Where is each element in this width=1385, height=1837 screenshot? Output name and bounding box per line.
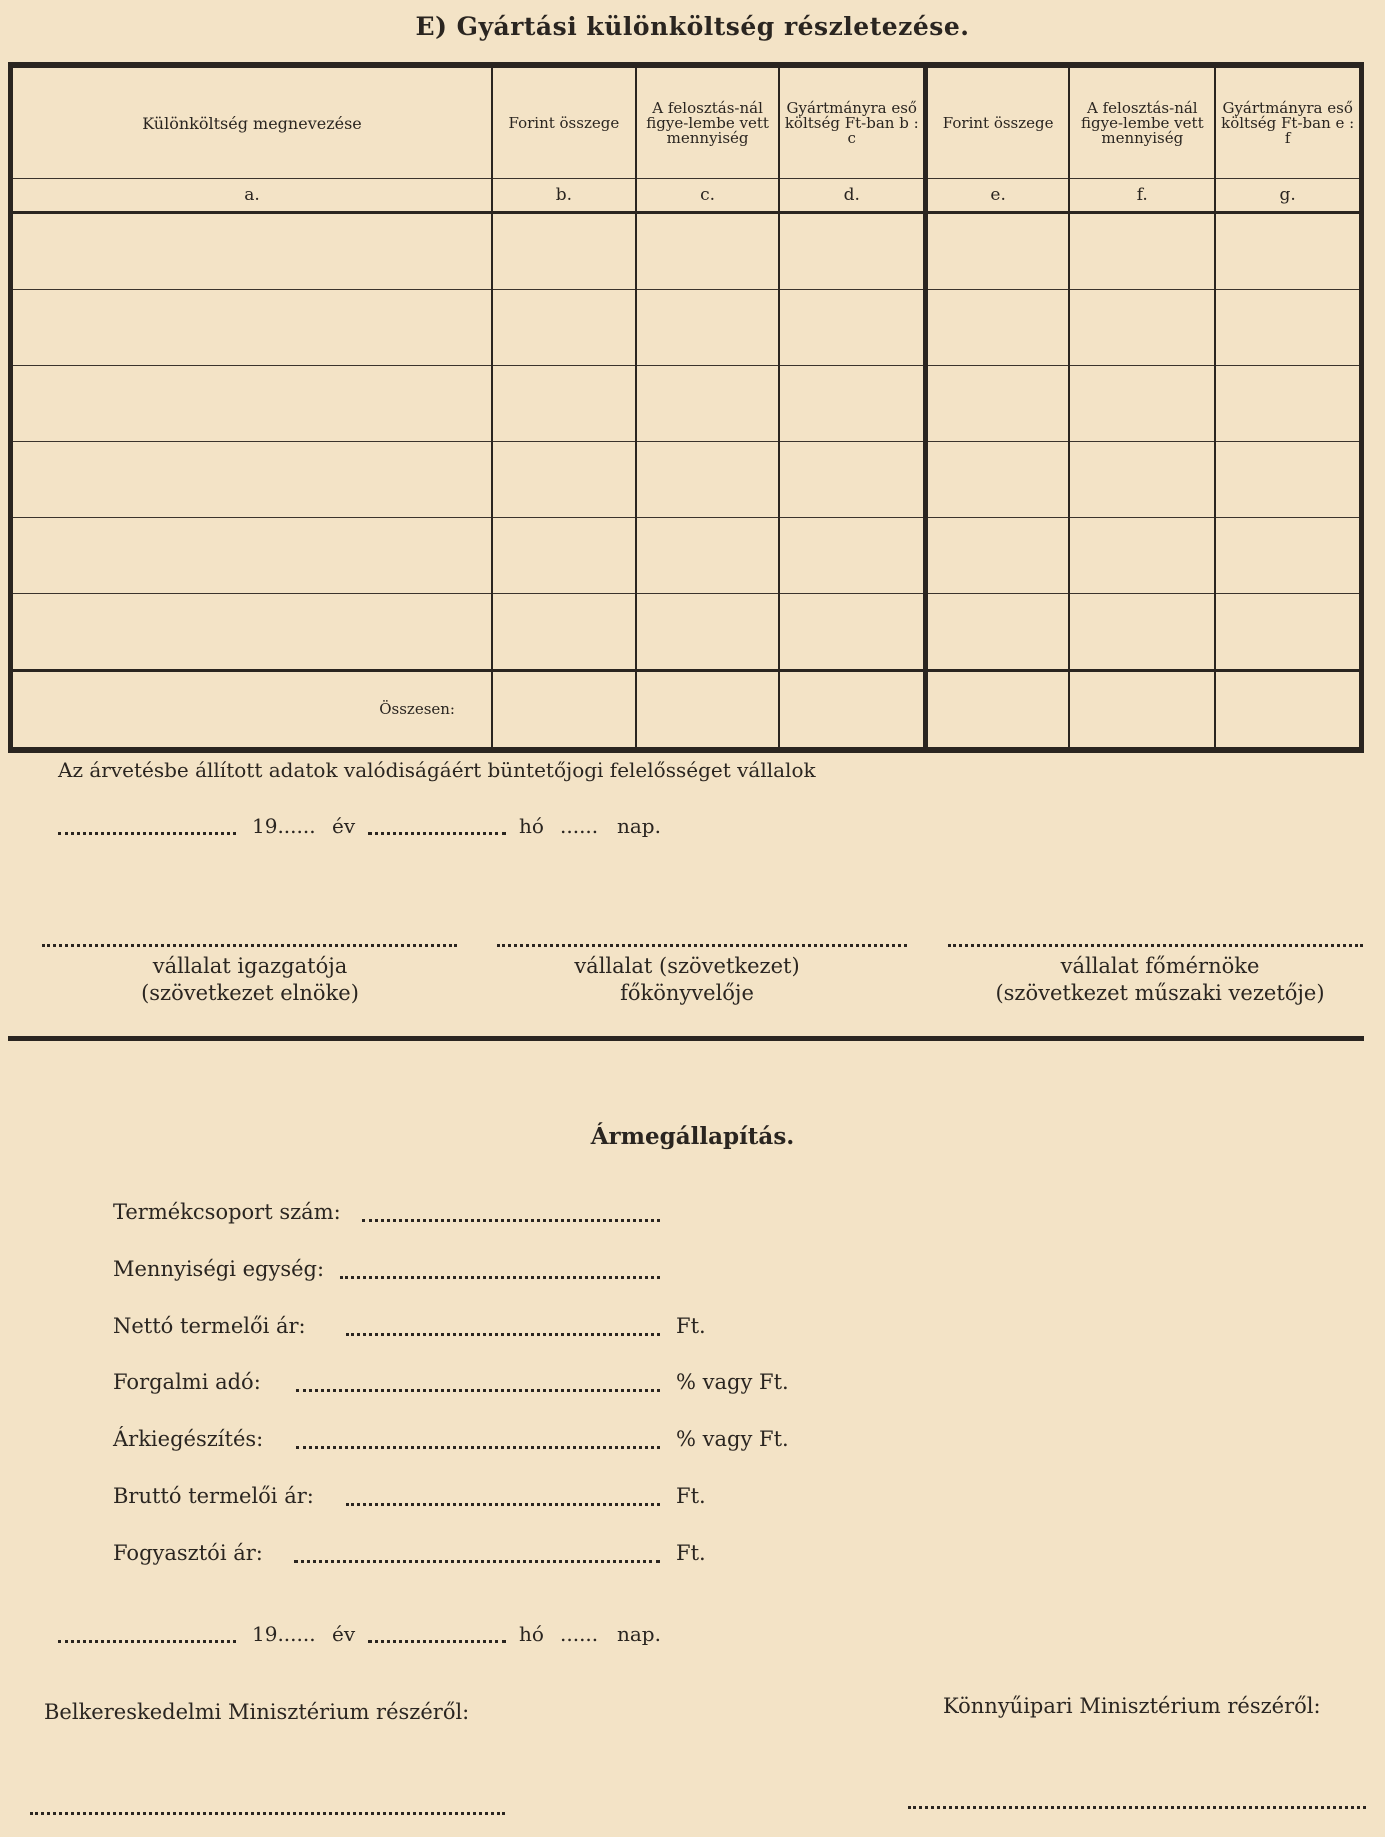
table-cell[interactable] [926,213,1070,290]
table-cell[interactable] [1069,290,1215,366]
table-cell[interactable] [779,442,925,518]
date-day-blank[interactable] [58,832,236,835]
table-cell[interactable] [779,213,925,290]
signature-caption-director [60,953,440,1007]
column-letter: e. [926,179,1070,213]
date-year-label: év [332,814,356,838]
header-quantity-c: A felosztás-nál figye-lembe vett mennyiség [636,65,780,179]
total-cell[interactable] [1215,671,1361,751]
table-cell[interactable] [492,442,636,518]
table-cell[interactable] [926,366,1070,442]
table-cell[interactable] [1069,442,1215,518]
table-cell[interactable] [636,366,780,442]
field-blank-sales-tax[interactable] [296,1389,660,1392]
date-month-blank[interactable] [368,832,506,835]
table-cell[interactable] [636,594,780,671]
date-year-prefix: 19...... [252,814,316,838]
declaration-text: Az árvetésbe állított adatok valódiságáért büntetőjogi felelősséget vállalok [58,758,816,782]
table-cell[interactable] [1215,290,1361,366]
table-cell[interactable] [1215,213,1361,290]
date-day-dots: ...... [560,1622,599,1646]
table-cell[interactable] [779,366,925,442]
table-row [11,442,1362,518]
table-cell[interactable] [636,442,780,518]
header-forint-b: Forint összege [492,65,636,179]
table-cell[interactable] [779,518,925,594]
section-title-cost: E) Gyártási különköltség részletezése. [415,12,970,41]
table-cell[interactable] [11,366,492,442]
table-cell[interactable] [492,518,636,594]
table-cell[interactable] [11,594,492,671]
table-cell[interactable] [926,518,1070,594]
table-row [11,366,1362,442]
signature-caption-line1: vállalat (szövetkezet) [574,954,800,978]
ministry-right-label: Könnyűipari Minisztérium részéről: [943,1694,1321,1718]
table-cell[interactable] [926,442,1070,518]
header-cost-name: Különköltség megnevezése [11,65,492,179]
total-label: Összesen: [11,671,492,751]
table-cell[interactable] [636,213,780,290]
table-row [11,290,1362,366]
table-cell[interactable] [779,594,925,671]
signature-line-light-industry-ministry[interactable] [908,1806,1366,1809]
field-blank-consumer-price[interactable] [294,1560,660,1563]
field-label-unit: Mennyiségi egység: [113,1257,325,1281]
header-cost-d: Gyártmányra eső költség Ft-ban b : c [779,65,925,179]
field-unit-consumer-price: Ft. [676,1541,706,1565]
field-blank-gross-price[interactable] [346,1503,660,1506]
table-cell[interactable] [11,442,492,518]
table-cell[interactable] [11,290,492,366]
column-letter: f. [1069,179,1215,213]
field-label-price-supplement: Árkiegészítés: [113,1427,264,1451]
field-blank-product-group[interactable] [362,1219,660,1222]
signature-caption-line2: főkönyvelője [620,981,754,1005]
section-title-price: Ármegállapítás. [590,1123,795,1150]
table-cell[interactable] [1215,518,1361,594]
column-letter: d. [779,179,925,213]
table-cell[interactable] [636,290,780,366]
table-cell[interactable] [11,213,492,290]
total-row [11,671,1362,751]
field-label-product-group: Termékcsoport szám: [113,1200,341,1224]
date-month-label: hó [519,814,544,838]
field-blank-unit[interactable] [340,1276,660,1279]
table-cell[interactable] [492,366,636,442]
table-row [11,213,1362,290]
field-unit-sales-tax: % vagy Ft. [676,1370,789,1394]
table-cell[interactable] [11,518,492,594]
column-letter: a. [11,179,492,213]
signature-caption-engineer [960,953,1360,1007]
signature-line-engineer[interactable] [948,944,1363,947]
table-cell[interactable] [779,290,925,366]
date-year-label: év [332,1622,356,1646]
signature-line-director[interactable] [42,944,457,947]
signature-caption-line2: (szövetkezet elnöke) [141,981,359,1005]
total-cell[interactable] [492,671,636,751]
date-day-label: nap. [617,814,661,838]
total-cell[interactable] [636,671,780,751]
header-forint-e: Forint összege [926,65,1070,179]
field-unit-gross-price: Ft. [676,1484,706,1508]
section-divider [8,1036,1364,1041]
header-quantity-f: A felosztás-nál figye-lembe vett mennyiség [1069,65,1215,179]
total-cell[interactable] [1069,671,1215,751]
table-cell[interactable] [1069,594,1215,671]
signature-caption-line1: vállalat igazgatója [152,954,348,978]
column-letter: g. [1215,179,1361,213]
table-cell[interactable] [492,213,636,290]
table-cell[interactable] [926,594,1070,671]
table-row [11,518,1362,594]
table-cell[interactable] [1069,366,1215,442]
field-blank-price-supplement[interactable] [296,1446,660,1449]
cost-table [8,62,1364,753]
table-cell[interactable] [926,290,1070,366]
column-letter: b. [492,179,636,213]
total-cell[interactable] [779,671,925,751]
table-cell[interactable] [1215,594,1361,671]
table-cell[interactable] [492,594,636,671]
field-label-net-price: Nettó termelői ár: [113,1314,306,1338]
signature-caption-line1: vállalat főmérnöke [1060,954,1260,978]
header-cost-g: Gyártmányra eső költség Ft-ban e : f [1215,65,1361,179]
table-row [11,594,1362,671]
field-label-gross-price: Bruttó termelői ár: [113,1484,314,1508]
signature-caption-line2: (szövetkezet műszaki vezetője) [995,981,1325,1005]
date-day-label: nap. [617,1622,661,1646]
date-month-label: hó [519,1622,544,1646]
date-day-blank[interactable] [58,1640,236,1643]
field-label-sales-tax: Forgalmi adó: [113,1370,261,1394]
date-month-blank[interactable] [368,1640,506,1643]
table-cell[interactable] [1069,213,1215,290]
signature-line-accountant[interactable] [497,944,907,947]
field-label-consumer-price: Fogyasztói ár: [113,1541,263,1565]
field-blank-net-price[interactable] [346,1333,660,1336]
total-cell[interactable] [926,671,1070,751]
column-letter: c. [636,179,780,213]
signature-caption-accountant [497,953,877,1007]
date-year-prefix: 19...... [252,1622,316,1646]
date-day-dots: ...... [560,814,599,838]
table-cell[interactable] [1215,366,1361,442]
table-cell[interactable] [1069,518,1215,594]
table-cell[interactable] [492,290,636,366]
ministry-left-label: Belkereskedelmi Minisztérium részéről: [44,1700,470,1724]
field-unit-price-supplement: % vagy Ft. [676,1427,789,1451]
signature-line-trade-ministry[interactable] [30,1812,505,1815]
table-cell[interactable] [636,518,780,594]
field-unit-net-price: Ft. [676,1314,706,1338]
table-cell[interactable] [1215,442,1361,518]
